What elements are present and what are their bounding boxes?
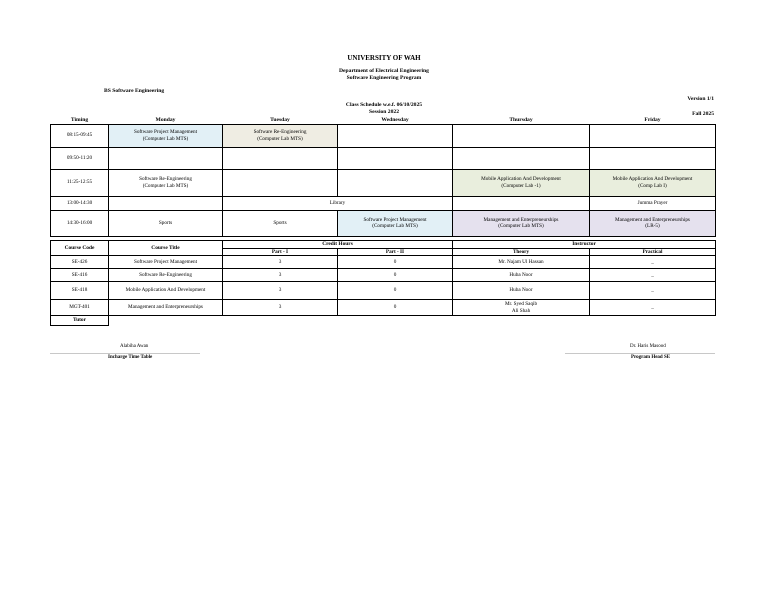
header-part-1: Part - I xyxy=(223,248,338,256)
tutor-label: Tutor xyxy=(51,316,109,326)
credit-part-2: 0 xyxy=(338,282,453,300)
timetable-row xyxy=(51,124,716,147)
header-tuesday: Tuesday xyxy=(223,116,338,124)
time-slot: 13:00-14:30 xyxy=(51,196,109,210)
class-cell: Management and Enterpreneurships (LR-5) xyxy=(590,210,716,236)
university-name: UNIVERSITY OF WAH xyxy=(347,54,421,62)
timetable-row xyxy=(51,210,716,236)
class-cell: Jumma Prayer xyxy=(590,196,716,210)
credit-part-2: 0 xyxy=(338,256,453,269)
instructor-theory: Huba Noor xyxy=(453,269,590,282)
course-row xyxy=(51,282,716,300)
instructor-practical: _ xyxy=(590,269,716,282)
course-code: SE-416 xyxy=(51,269,109,282)
class-cell: Software Project Management (Computer Lab MTS) xyxy=(109,124,223,147)
class-cell: Library xyxy=(223,196,453,210)
term-label: Fall 2025 xyxy=(692,111,714,117)
header-practical: Practical xyxy=(590,248,716,256)
instructor-practical: _ xyxy=(590,256,716,269)
class-cell xyxy=(338,169,453,196)
header-course-code: Course Code xyxy=(51,241,109,256)
program-name: Software Engineering Program xyxy=(346,75,422,81)
course-row xyxy=(51,300,716,316)
header-monday: Monday xyxy=(109,116,223,124)
timetable-row xyxy=(51,196,716,210)
header-friday: Friday xyxy=(590,116,716,124)
class-cell xyxy=(338,124,453,147)
credit-part-1: 3 xyxy=(223,256,338,269)
session-label: Session 2022 xyxy=(369,109,399,115)
credit-part-2: 0 xyxy=(338,300,453,316)
class-cell xyxy=(453,124,590,147)
course-row xyxy=(51,269,716,282)
degree-label: BS Software Engineering xyxy=(104,88,165,94)
course-row xyxy=(51,256,716,269)
program-head-title: Program Head SE xyxy=(631,355,671,360)
credit-part-2: 0 xyxy=(338,269,453,282)
courses-table xyxy=(50,240,716,326)
class-cell: Sports xyxy=(109,210,223,236)
instructor-theory: Huba Noor xyxy=(453,282,590,300)
time-slot: 11:25-12:55 xyxy=(51,169,109,196)
program-head-name: Dr. Haris Masood xyxy=(630,344,666,349)
course-code: SE-426 xyxy=(51,256,109,269)
class-cell: Sports xyxy=(223,210,338,236)
header-theory: Theory xyxy=(453,248,590,256)
course-title: Mobile Application And Development xyxy=(109,282,223,300)
header-part-2: Part - II xyxy=(338,248,453,256)
class-cell xyxy=(453,147,590,169)
header-thursday: Thursday xyxy=(453,116,590,124)
time-slot: 08:15-09:45 xyxy=(51,124,109,147)
incharge-name: Alabiha Awan xyxy=(120,344,149,349)
department-name: Department of Electrical Engineering xyxy=(339,68,429,74)
instructor-practical: _ xyxy=(590,300,716,316)
course-code: MGT-401 xyxy=(51,300,109,316)
timetable-row xyxy=(51,147,716,169)
header-credit-hours: Credit Hours xyxy=(223,241,453,249)
instructor-theory: Mr. Najam Ul Hassan xyxy=(453,256,590,269)
class-cell xyxy=(109,196,223,210)
tutor-value xyxy=(109,316,716,326)
time-slot: 14:30-16:00 xyxy=(51,210,109,236)
class-cell xyxy=(223,169,338,196)
course-code: SE-418 xyxy=(51,282,109,300)
signature-line-right xyxy=(565,353,715,354)
instructor-practical: _ xyxy=(590,282,716,300)
class-cell: Software Project Management (Computer Lab MTS) xyxy=(338,210,453,236)
signature-line-left xyxy=(50,353,200,354)
incharge-title: Incharge Time Table xyxy=(108,355,153,360)
header-timing: Timing xyxy=(51,116,109,124)
credit-part-1: 3 xyxy=(223,269,338,282)
class-cell: Mobile Application And Development (Computer Lab -1) xyxy=(453,169,590,196)
course-title: Software Project Management xyxy=(109,256,223,269)
header-instructor: Instructor xyxy=(453,241,716,249)
class-cell: Software Re-Engineering (Computer Lab MTS) xyxy=(109,169,223,196)
class-cell: Software Re-Engineering (Computer Lab MTS) xyxy=(223,124,338,147)
version-label: Version 1/1 xyxy=(687,96,714,102)
header-wednesday: Wednesday xyxy=(338,116,453,124)
schedule-title: Class Schedule w.e.f. 06/10/2025 xyxy=(345,102,423,108)
class-cell xyxy=(109,147,223,169)
timetable xyxy=(50,116,716,237)
course-title: Software Re-Engineering xyxy=(109,269,223,282)
class-cell xyxy=(590,124,716,147)
class-cell xyxy=(590,147,716,169)
credit-part-1: 3 xyxy=(223,282,338,300)
class-cell: Management and Enterpreneurships (Computer Lab MTS) xyxy=(453,210,590,236)
credit-part-1: 3 xyxy=(223,300,338,316)
class-cell xyxy=(338,147,453,169)
class-cell xyxy=(223,147,338,169)
timetable-row xyxy=(51,169,716,196)
class-cell: Mobile Application And Development (Comp Lab I) xyxy=(590,169,716,196)
header-course-title: Course Title xyxy=(109,241,223,256)
course-title: Management and Enterpreneurships xyxy=(109,300,223,316)
class-cell xyxy=(453,196,590,210)
instructor-theory: Mr. Syed Saqib Ali Shah xyxy=(453,300,590,316)
time-slot: 09:50-11:20 xyxy=(51,147,109,169)
